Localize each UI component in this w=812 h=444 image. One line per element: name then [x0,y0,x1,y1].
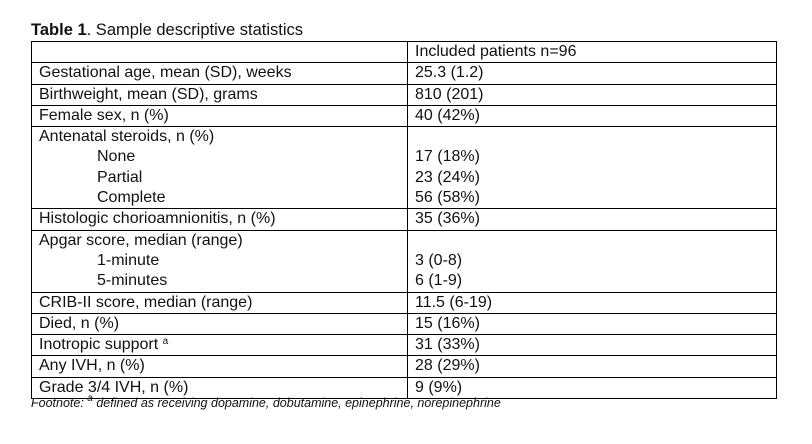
header-cell-empty [32,42,408,63]
row-value: 35 (36%) [408,209,777,230]
sub-row-value: 6 (1-9) [415,272,463,290]
sub-row-value: 23 (24%) [415,168,480,186]
row-label-cell [32,335,408,356]
row-value: 31 (33%) [408,335,777,356]
row-label-group [32,230,408,292]
empty-line [415,231,776,251]
footnote-text: defined as receiving dopamine, dobutamine, epinephrine, norepinephrine [92,396,501,410]
row-value-group [408,230,777,292]
row-value: 9 (9%) [408,377,777,398]
table-row [32,105,777,126]
row-label: Birthweight, mean (SD), grams [32,84,408,105]
sub-row-label: None [97,148,136,166]
row-value: 25.3 (1.2) [408,63,777,84]
row-value: 15 (16%) [408,313,777,334]
table-caption [31,20,303,40]
row-label: CRIB-II score, median (range) [32,292,408,313]
empty-line [415,127,776,147]
row-value: 28 (29%) [408,356,777,377]
row-label: Histologic chorioamnionitis, n (%) [32,209,408,230]
table-row [32,335,777,356]
row-label: Any IVH, n (%) [32,356,408,377]
row-label: Grade 3/4 IVH, n (%) [32,377,408,398]
row-label: Female sex, n (%) [32,105,408,126]
sub-row-value: 17 (18%) [415,148,480,166]
footnote-marker: a [162,336,169,348]
sub-row-label: 1-minute [97,251,160,269]
row-value: 11.5 (6-19) [408,292,777,313]
row-label: Died, n (%) [32,313,408,334]
row-value-group [408,127,777,209]
table-row [32,313,777,334]
row-label: Gestational age, mean (SD), weeks [32,63,408,84]
table-row [32,84,777,105]
descriptive-statistics-table [31,41,777,399]
header-cell-included-patients: Included patients n=96 [408,42,777,63]
table-row [32,209,777,230]
table-row-group [32,127,777,209]
table-row [32,63,777,84]
sub-row-value: 3 (0-8) [415,251,463,269]
sub-row-label: 5-minutes [97,272,168,290]
table-row [32,292,777,313]
footnote-marker: a [87,393,93,404]
sub-row-label: Complete [97,189,166,207]
row-label-group [32,127,408,209]
row-label: Apgar score, median (range) [39,231,243,249]
row-label: Antenatal steroids, n (%) [39,128,215,146]
row-value: 810 (201) [408,84,777,105]
row-value: 40 (42%) [408,105,777,126]
table-row [32,356,777,377]
table-title: . Sample descriptive statistics [86,21,304,39]
footnote [31,393,501,410]
sub-row-value: 56 (58%) [415,189,480,207]
row-label: Inotropic support [39,336,163,354]
table-row-group [32,230,777,292]
sub-row-label: Partial [97,168,143,186]
footnote-prefix: Footnote: [31,396,88,410]
table-label: Table 1 [31,21,87,39]
table-header-row [32,42,777,63]
